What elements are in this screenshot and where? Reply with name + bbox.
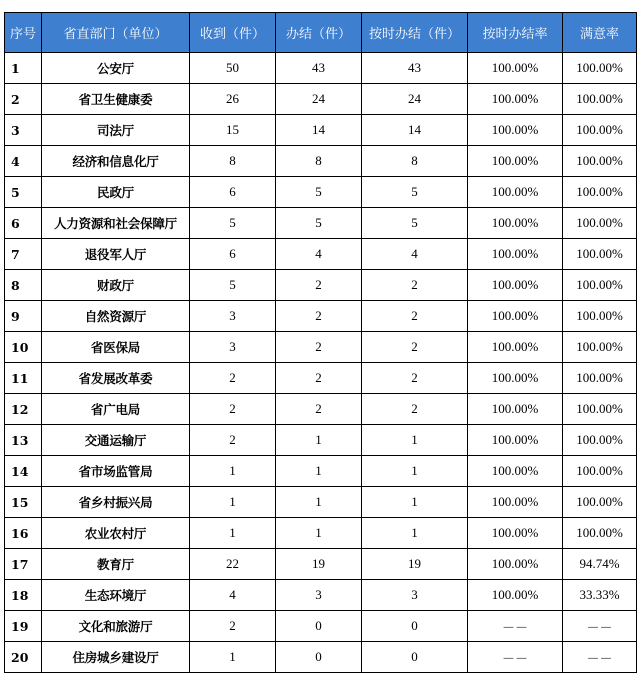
table-row	[5, 425, 637, 456]
cell-department: 省乡村振兴局	[42, 487, 190, 518]
cell-on-time-completed: 4	[362, 239, 468, 270]
cell-completed: 8	[276, 146, 362, 177]
cell-on-time-rate: 100.00%	[468, 53, 563, 84]
cell-on-time-completed: 5	[362, 208, 468, 239]
cell-completed: 5	[276, 177, 362, 208]
table-row	[5, 518, 637, 549]
header-on-time-rate: 按时办结率	[468, 13, 563, 53]
header-row	[5, 13, 637, 53]
cell-received: 1	[190, 518, 276, 549]
cell-satisfaction-rate: －－	[563, 611, 637, 642]
cell-received: 5	[190, 208, 276, 239]
table-row	[5, 301, 637, 332]
cell-department: 财政厅	[42, 270, 190, 301]
cell-completed: 1	[276, 487, 362, 518]
cell-satisfaction-rate: 100.00%	[563, 208, 637, 239]
cell-satisfaction-rate: 100.00%	[563, 394, 637, 425]
cell-satisfaction-rate: 100.00%	[563, 270, 637, 301]
cell-serial-number: 11	[5, 363, 42, 394]
table-row	[5, 487, 637, 518]
cell-completed: 2	[276, 363, 362, 394]
cell-satisfaction-rate: 100.00%	[563, 363, 637, 394]
cell-completed: 1	[276, 518, 362, 549]
table-row	[5, 363, 637, 394]
cell-serial-number: 19	[5, 611, 42, 642]
cell-received: 2	[190, 363, 276, 394]
cell-on-time-completed: 2	[362, 363, 468, 394]
cell-completed: 24	[276, 84, 362, 115]
table-row	[5, 177, 637, 208]
cell-satisfaction-rate: 100.00%	[563, 487, 637, 518]
cell-serial-number: 8	[5, 270, 42, 301]
cell-satisfaction-rate: 100.00%	[563, 146, 637, 177]
cell-on-time-completed: 19	[362, 549, 468, 580]
cell-department: 住房城乡建设厅	[42, 642, 190, 673]
cell-serial-number: 2	[5, 84, 42, 115]
cell-on-time-completed: 0	[362, 611, 468, 642]
table-row	[5, 270, 637, 301]
cell-completed: 2	[276, 332, 362, 363]
cell-department: 省市场监管局	[42, 456, 190, 487]
cell-on-time-rate: 100.00%	[468, 239, 563, 270]
cell-on-time-rate: －－	[468, 642, 563, 673]
table-header	[5, 13, 637, 53]
cell-received: 4	[190, 580, 276, 611]
cell-serial-number: 3	[5, 115, 42, 146]
cell-on-time-completed: 5	[362, 177, 468, 208]
cell-department: 人力资源和社会保障厅	[42, 208, 190, 239]
cell-satisfaction-rate: 100.00%	[563, 425, 637, 456]
cell-completed: 4	[276, 239, 362, 270]
header-satisfaction-rate: 满意率	[563, 13, 637, 53]
cell-on-time-rate: 100.00%	[468, 332, 563, 363]
cell-satisfaction-rate: 100.00%	[563, 177, 637, 208]
cell-department: 退役军人厅	[42, 239, 190, 270]
cell-serial-number: 6	[5, 208, 42, 239]
cell-on-time-completed: 1	[362, 456, 468, 487]
cell-received: 2	[190, 611, 276, 642]
cell-on-time-completed: 14	[362, 115, 468, 146]
cell-department: 省广电局	[42, 394, 190, 425]
cell-received: 2	[190, 394, 276, 425]
table-row	[5, 332, 637, 363]
cell-completed: 3	[276, 580, 362, 611]
department-statistics-table	[4, 12, 637, 673]
cell-department: 文化和旅游厅	[42, 611, 190, 642]
cell-serial-number: 15	[5, 487, 42, 518]
cell-serial-number: 1	[5, 53, 42, 84]
cell-department: 省医保局	[42, 332, 190, 363]
cell-satisfaction-rate: 100.00%	[563, 456, 637, 487]
cell-received: 6	[190, 239, 276, 270]
cell-on-time-completed: 1	[362, 425, 468, 456]
cell-received: 3	[190, 301, 276, 332]
cell-received: 50	[190, 53, 276, 84]
cell-satisfaction-rate: 100.00%	[563, 84, 637, 115]
cell-serial-number: 9	[5, 301, 42, 332]
cell-department: 自然资源厅	[42, 301, 190, 332]
header-department: 省直部门（单位）	[42, 13, 190, 53]
cell-on-time-completed: 24	[362, 84, 468, 115]
table-row	[5, 580, 637, 611]
cell-on-time-completed: 3	[362, 580, 468, 611]
cell-department: 民政厅	[42, 177, 190, 208]
cell-received: 2	[190, 425, 276, 456]
cell-satisfaction-rate: 100.00%	[563, 115, 637, 146]
table-row	[5, 549, 637, 580]
cell-on-time-rate: 100.00%	[468, 115, 563, 146]
cell-satisfaction-rate: 100.00%	[563, 301, 637, 332]
cell-completed: 1	[276, 425, 362, 456]
cell-received: 6	[190, 177, 276, 208]
statistics-table-container	[4, 12, 637, 673]
cell-received: 1	[190, 487, 276, 518]
cell-on-time-rate: 100.00%	[468, 580, 563, 611]
cell-on-time-completed: 8	[362, 146, 468, 177]
cell-department: 省发展改革委	[42, 363, 190, 394]
cell-department: 司法厅	[42, 115, 190, 146]
cell-on-time-completed: 1	[362, 518, 468, 549]
cell-satisfaction-rate: 100.00%	[563, 518, 637, 549]
cell-on-time-rate: 100.00%	[468, 270, 563, 301]
table-row	[5, 394, 637, 425]
cell-completed: 43	[276, 53, 362, 84]
cell-completed: 0	[276, 642, 362, 673]
cell-satisfaction-rate: 100.00%	[563, 239, 637, 270]
cell-serial-number: 4	[5, 146, 42, 177]
cell-department: 教育厅	[42, 549, 190, 580]
cell-satisfaction-rate: 100.00%	[563, 332, 637, 363]
table-row	[5, 239, 637, 270]
table-row	[5, 611, 637, 642]
header-serial-number: 序号	[5, 13, 42, 53]
cell-on-time-completed: 43	[362, 53, 468, 84]
cell-department: 经济和信息化厅	[42, 146, 190, 177]
cell-department: 公安厅	[42, 53, 190, 84]
cell-serial-number: 17	[5, 549, 42, 580]
cell-department: 省卫生健康委	[42, 84, 190, 115]
cell-on-time-completed: 2	[362, 394, 468, 425]
table-row	[5, 208, 637, 239]
cell-on-time-completed: 1	[362, 487, 468, 518]
table-row	[5, 53, 637, 84]
cell-serial-number: 14	[5, 456, 42, 487]
cell-on-time-rate: 100.00%	[468, 487, 563, 518]
cell-completed: 5	[276, 208, 362, 239]
cell-serial-number: 5	[5, 177, 42, 208]
cell-on-time-completed: 2	[362, 270, 468, 301]
cell-satisfaction-rate: 94.74%	[563, 549, 637, 580]
cell-completed: 2	[276, 394, 362, 425]
cell-received: 8	[190, 146, 276, 177]
cell-received: 1	[190, 642, 276, 673]
cell-on-time-rate: 100.00%	[468, 363, 563, 394]
cell-completed: 1	[276, 456, 362, 487]
table-body	[5, 53, 637, 673]
cell-on-time-rate: 100.00%	[468, 84, 563, 115]
cell-on-time-rate: －－	[468, 611, 563, 642]
table-row	[5, 84, 637, 115]
cell-serial-number: 13	[5, 425, 42, 456]
cell-serial-number: 20	[5, 642, 42, 673]
table-row	[5, 146, 637, 177]
cell-on-time-rate: 100.00%	[468, 549, 563, 580]
cell-completed: 0	[276, 611, 362, 642]
cell-received: 1	[190, 456, 276, 487]
cell-department: 生态环境厅	[42, 580, 190, 611]
table-row	[5, 456, 637, 487]
cell-received: 15	[190, 115, 276, 146]
cell-completed: 19	[276, 549, 362, 580]
cell-received: 26	[190, 84, 276, 115]
cell-serial-number: 18	[5, 580, 42, 611]
cell-on-time-rate: 100.00%	[468, 425, 563, 456]
cell-serial-number: 7	[5, 239, 42, 270]
cell-on-time-rate: 100.00%	[468, 208, 563, 239]
cell-on-time-rate: 100.00%	[468, 301, 563, 332]
table-row	[5, 642, 637, 673]
cell-department: 农业农村厅	[42, 518, 190, 549]
cell-department: 交通运输厅	[42, 425, 190, 456]
cell-serial-number: 12	[5, 394, 42, 425]
cell-on-time-completed: 2	[362, 301, 468, 332]
cell-satisfaction-rate: －－	[563, 642, 637, 673]
cell-on-time-rate: 100.00%	[468, 394, 563, 425]
cell-on-time-completed: 0	[362, 642, 468, 673]
cell-received: 5	[190, 270, 276, 301]
cell-completed: 2	[276, 301, 362, 332]
cell-completed: 2	[276, 270, 362, 301]
cell-satisfaction-rate: 100.00%	[563, 53, 637, 84]
cell-on-time-completed: 2	[362, 332, 468, 363]
cell-completed: 14	[276, 115, 362, 146]
cell-satisfaction-rate: 33.33%	[563, 580, 637, 611]
header-completed: 办结（件）	[276, 13, 362, 53]
cell-serial-number: 10	[5, 332, 42, 363]
cell-on-time-rate: 100.00%	[468, 146, 563, 177]
cell-on-time-rate: 100.00%	[468, 177, 563, 208]
cell-on-time-rate: 100.00%	[468, 456, 563, 487]
header-received: 收到（件）	[190, 13, 276, 53]
header-on-time-completed: 按时办结（件）	[362, 13, 468, 53]
cell-serial-number: 16	[5, 518, 42, 549]
cell-on-time-rate: 100.00%	[468, 518, 563, 549]
table-row	[5, 115, 637, 146]
cell-received: 3	[190, 332, 276, 363]
cell-received: 22	[190, 549, 276, 580]
